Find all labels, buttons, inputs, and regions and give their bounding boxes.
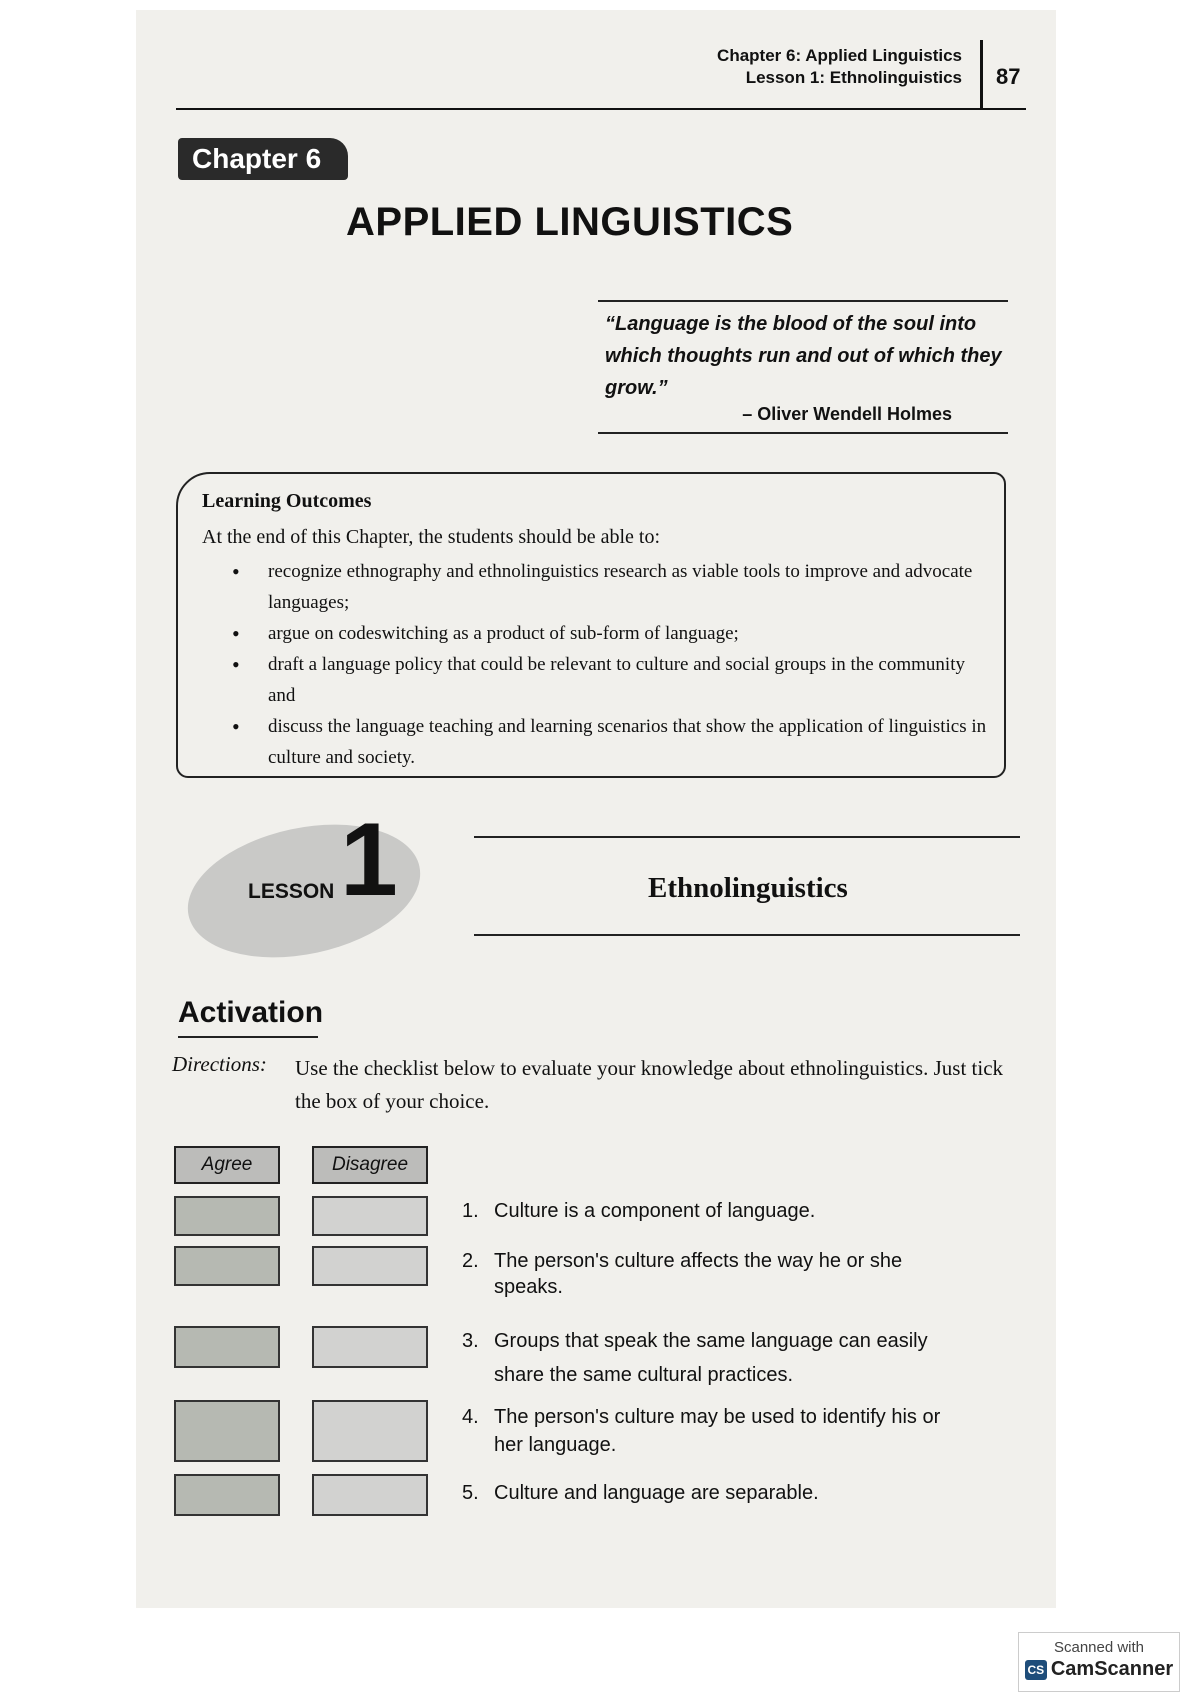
quote-author: – Oliver Wendell Holmes [742, 404, 952, 424]
running-header-lesson: Lesson 1: Ethnolinguistics [745, 68, 962, 87]
agree-checkbox-1[interactable] [174, 1196, 280, 1236]
chapter-tab: Chapter 6 [178, 138, 348, 180]
camscanner-watermark [1018, 1632, 1180, 1692]
lesson-word: LESSON [248, 880, 335, 903]
item-text-continued: her language. [494, 1434, 617, 1456]
scanned-with-text: Scanned with [1053, 1639, 1145, 1656]
camscanner-logo-icon: CS [1025, 1660, 1047, 1680]
disagree-checkbox-3[interactable] [312, 1326, 428, 1368]
agree-checkbox-3[interactable] [174, 1326, 280, 1368]
disagree-checkbox-4[interactable] [312, 1400, 428, 1462]
item-text: The person's culture may be used to identify his or [494, 1406, 941, 1428]
page-number: 87 [996, 64, 1021, 89]
lesson-number: 1 [340, 802, 398, 918]
agree-checkbox-2[interactable] [174, 1246, 280, 1286]
item-number: 3. [462, 1330, 479, 1352]
lesson-rule-top [474, 836, 1020, 838]
outcome-item: • draft a language policy that could be relevant to culture and social groups in the community and [232, 649, 992, 711]
quote-rule-top [598, 300, 1008, 302]
item-text: Culture is a component of language. [494, 1200, 816, 1222]
item-number: 5. [462, 1482, 479, 1504]
header-rule [176, 108, 1026, 110]
directions-label: Directions: [172, 1052, 267, 1076]
outcome-item: • argue on codeswitching as a product of sub-form of language; [232, 618, 992, 649]
item-text: Groups that speak the same language can easily [494, 1330, 928, 1352]
item-text-continued: speaks. [494, 1276, 563, 1298]
disagree-header: Disagree [312, 1146, 428, 1184]
quote-text: “Language is the blood of the soul into which thoughts run and out of which they grow.” [605, 313, 1002, 399]
agree-checkbox-5[interactable] [174, 1474, 280, 1516]
item-number: 2. [462, 1250, 479, 1272]
lesson-title: Ethnolinguistics [648, 872, 848, 904]
learning-outcomes-intro: At the end of this Chapter, the students should be able to: [202, 526, 661, 548]
disagree-checkbox-2[interactable] [312, 1246, 428, 1286]
item-text-continued: share the same cultural practices. [494, 1364, 794, 1386]
learning-outcomes-list [232, 556, 992, 773]
chapter-title: APPLIED LINGUISTICS [346, 200, 794, 244]
checklist-item-2 [462, 1244, 1022, 1304]
header-divider [980, 40, 983, 108]
learning-outcomes-title: Learning Outcomes [202, 490, 372, 512]
activation-underline [178, 1036, 318, 1038]
agree-checkbox-4[interactable] [174, 1400, 280, 1462]
item-text: The person's culture affects the way he or she [494, 1250, 903, 1272]
disagree-checkbox-1[interactable] [312, 1196, 428, 1236]
checklist-item-3 [462, 1324, 1022, 1392]
activation-title: Activation [178, 996, 324, 1029]
item-number: 4. [462, 1406, 479, 1428]
checklist-item-5 [462, 1476, 1022, 1510]
outcome-item: • recognize ethnography and ethnolinguistics research as viable tools to improve and advocate languages; [232, 556, 992, 618]
directions-text: Use the checklist below to evaluate your knowledge about ethnolinguistics. Just tick the box of your choice. [295, 1056, 1004, 1113]
item-number: 1. [462, 1200, 479, 1222]
item-text: Culture and language are separable. [494, 1482, 819, 1504]
outcome-item: • discuss the language teaching and learning scenarios that show the application of linguistics in culture and society. [232, 711, 992, 773]
checklist-item-1 [462, 1194, 1022, 1228]
disagree-checkbox-5[interactable] [312, 1474, 428, 1516]
camscanner-name: CamScanner [1050, 1658, 1174, 1680]
lesson-rule-bottom [474, 934, 1020, 936]
agree-header: Agree [174, 1146, 280, 1184]
quote-rule-bottom [598, 432, 1008, 434]
running-header-chapter: Chapter 6: Applied Linguistics [717, 46, 962, 65]
checklist-item-4 [462, 1400, 1022, 1462]
